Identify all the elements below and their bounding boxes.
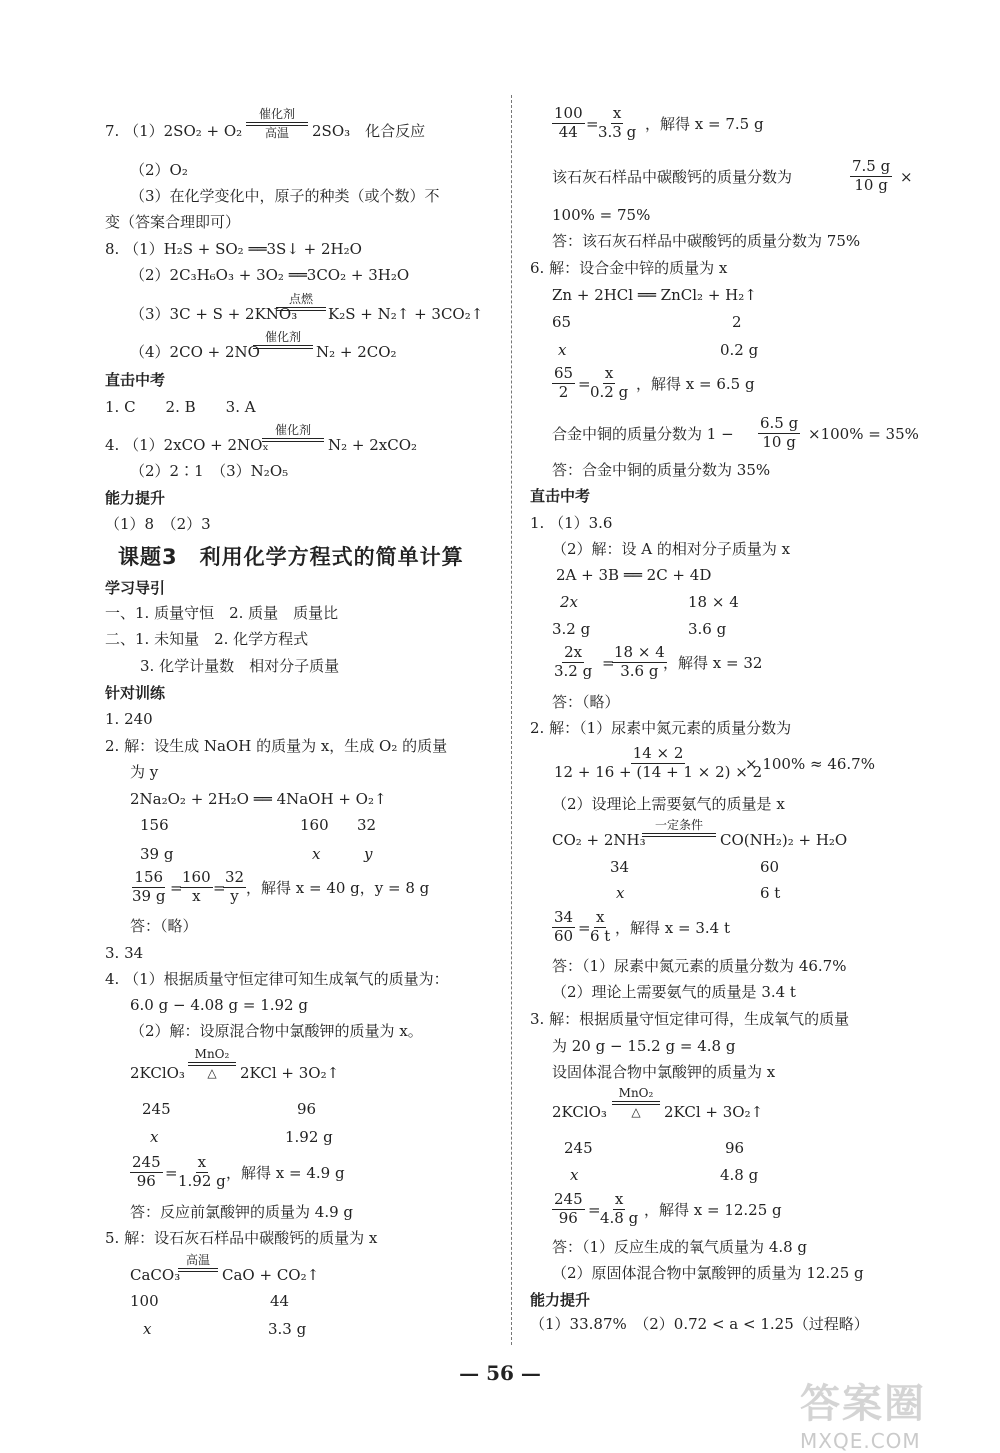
zj-q2-answer1: 答：（1）尿素中氮元素的质量分数为 46.7%: [552, 957, 847, 975]
q2-line2: 为 y: [130, 763, 159, 781]
q3-answer: 3. 34: [105, 944, 144, 962]
q8-line4-pre: （4）2CO + 2NO: [130, 343, 260, 361]
q5c-fraction-1: $\frac{100}{44}$: [554, 104, 583, 141]
q6-given-b: 0.2 g: [720, 341, 759, 359]
nengli-line1: （1）8 （2）3: [105, 515, 211, 533]
q4-mass-a: 245: [142, 1100, 171, 1118]
q6-answer: 答：合金中铜的质量分数为 35%: [552, 461, 771, 479]
q2-answer: 答：（略）: [130, 917, 198, 935]
xuexi-line1: 一、1. 质量守恒 2. 质量 质量比: [105, 604, 339, 622]
zj-q2-given-a: x: [616, 884, 625, 902]
section-heading-nengli-right: 能力提升: [530, 1291, 591, 1309]
q6-given-a: x: [558, 341, 567, 359]
zj-q2-given-b: 6 t: [760, 884, 781, 902]
q8-line3-pre: （3）3C + S + 2KNO₃: [130, 305, 298, 323]
section-heading-zhiji: 直击中考: [105, 371, 166, 389]
q4-given-a: x: [150, 1128, 159, 1146]
zhiji-line2-post: N₂ + 2xCO₂: [328, 436, 418, 454]
q2-line1: 2. 解：设生成 NaOH 的质量为 x，生成 O₂ 的质量: [105, 737, 448, 755]
zj-q2-condition: 一定条件: [642, 819, 716, 838]
q5-mass-b: 44: [270, 1292, 290, 1310]
q5-given-b: 3.3 g: [268, 1320, 307, 1338]
q5-heat-condition: 高温: [178, 1254, 218, 1273]
q6-equation: Zn + 2HCl ══ ZnCl₂ + H₂↑: [552, 286, 757, 304]
q4-result: ，解得 x = 4.9 g: [226, 1164, 345, 1182]
q8-ignite-condition: 点燃: [276, 293, 326, 312]
zj-q2-mass-b: 60: [760, 858, 780, 876]
lesson-title: 课题3 利用化学方程式的简单计算: [118, 545, 464, 569]
zj-q2-line1: 2. 解：（1）尿素中氮元素的质量分数为: [530, 719, 792, 737]
watermark-logo: 答案圈: [800, 1381, 926, 1427]
q2-given-a: 39 g: [140, 845, 174, 863]
section-heading-xuexi: 学习导引: [105, 579, 166, 597]
q4-line3: （2）解：设原混合物中氯酸钾的质量为 x。: [130, 1022, 423, 1040]
q8-catalyst-condition: 催化剂: [253, 331, 313, 350]
q8-line2: （2）2C₃H₆O₃ + 3O₂ ══3CO₂ + 3H₂O: [130, 266, 410, 284]
q5c-line2-fraction: $\frac{7.5 g}{10 g}$: [852, 157, 891, 194]
q4-answer: 答：反应前氯酸钾的质量为 4.9 g: [130, 1203, 353, 1221]
xuexi-line2: 二、1. 未知量 2. 化学方程式: [105, 630, 309, 648]
zhiji-line2-pre: 4. （1）2xCO + 2NOₓ: [105, 436, 269, 454]
column-divider: [511, 95, 512, 1345]
q6-mass-a: 65: [552, 313, 572, 331]
q4-mass-b: 96: [297, 1100, 317, 1118]
q7-line1-post: 2SO₃ 化合反应: [312, 122, 426, 140]
q2-fraction-2: $\frac{160}{x}$: [182, 868, 211, 905]
zj-q3-result: ，解得 x = 12.25 g: [644, 1201, 782, 1219]
zj-q1-given-a: 3.2 g: [552, 620, 591, 638]
q6-result: ，解得 x = 6.5 g: [636, 375, 755, 393]
zj-q3-answer1: 答：（1）反应生成的氧气质量为 4.8 g: [552, 1238, 808, 1256]
zj-q3-line3: 设固体混合物中氯酸钾的质量为 x: [552, 1063, 776, 1081]
zj-q3-given-b: 4.8 g: [720, 1166, 759, 1184]
section-heading-zhendui: 针对训练: [105, 684, 166, 702]
q2-mass-b: 160: [300, 816, 329, 834]
q4-line2: 6.0 g − 4.08 g = 1.92 g: [130, 996, 308, 1014]
q6-fraction-2: $\frac{x}{0.2 g}$: [590, 364, 629, 401]
q1-answer: 1. 240: [105, 710, 153, 728]
q7-line4: 变（答案合理即可）: [105, 213, 241, 231]
q5-equation-pre: CaCO₃: [130, 1266, 181, 1284]
q2-mass-a: 156: [140, 816, 169, 834]
zj-q1-given-b: 3.6 g: [688, 620, 727, 638]
zj-q2-equation-post: CO(NH₂)₂ + H₂O: [720, 831, 848, 849]
q2-mass-c: 32: [357, 816, 377, 834]
zj-q1-fraction-1: $\frac{2x}{3.2 g}$: [554, 643, 593, 680]
q7-line3: （3）在化学变化中，原子的种类（或个数）不: [130, 187, 440, 205]
q4-line1: 4. （1）根据质量守恒定律可知生成氧气的质量为：: [105, 970, 449, 988]
zj-q1-mass-b: 18 × 4: [688, 593, 739, 611]
q6-line1: 6. 解：设合金中锌的质量为 x: [530, 259, 728, 277]
zj-q3-mass-b: 96: [725, 1139, 745, 1157]
q8-line4-post: N₂ + 2CO₂: [316, 343, 397, 361]
watermark-url: MXQE.COM: [800, 1429, 921, 1453]
zhiji-line3: （2）2∶1 （3）N₂O₅: [130, 462, 289, 480]
zj-q1-answer: 答：（略）: [552, 693, 620, 711]
zj-q3-equation-post: 2KCl + 3O₂↑: [664, 1103, 764, 1121]
zj-q3-condition: MnO₂ △: [612, 1087, 660, 1119]
zj-q1-result: ，解得 x = 32: [663, 654, 763, 672]
zj-q3-mass-a: 245: [564, 1139, 593, 1157]
zj-q2-percent: × 100% ≈ 46.7%: [745, 755, 875, 773]
watermark: [800, 1372, 990, 1453]
q2-fraction-3: $\frac{32}{y}$: [225, 868, 245, 905]
q7-line1-pre: 7. （1）2SO₂ + O₂: [105, 122, 243, 140]
zj-q3-fraction-1: $\frac{245}{96}$: [554, 1190, 583, 1227]
zhiji-line1: 1. C 2. B 3. A: [105, 398, 256, 416]
q2-given-b: x: [312, 845, 321, 863]
zj-q2-answer2: （2）理论上需要氨气的质量是 3.4 t: [552, 983, 796, 1001]
q2-fraction-1: $\frac{156}{39 g}$: [132, 868, 166, 905]
zj-q1-line2: （2）解：设 A 的相对分子质量为 x: [552, 540, 791, 558]
q5c-line2-pre: 该石灰石样品中碳酸钙的质量分数为: [552, 168, 793, 186]
zj-q2-fraction-2: $\frac{x}{6 t}$: [590, 908, 611, 945]
q2-given-c: y: [364, 845, 373, 863]
q6-line5-fraction: $\frac{6.5 g}{10 g}$: [760, 414, 799, 451]
zj-q1-equation: 2A + 3B ══ 2C + 4D: [556, 566, 712, 584]
zj-q1-mass-a: 2x: [560, 593, 579, 611]
nengli-right-line1: （1）33.87% （2）0.72 < a < 1.25（过程略）: [530, 1315, 869, 1333]
q4-given-b: 1.92 g: [285, 1128, 333, 1146]
q5-equation-post: CaO + CO₂↑: [222, 1266, 320, 1284]
zj-q2-fraction-1: $\frac{34}{60}$: [554, 908, 574, 945]
q8-line3-post: K₂S + N₂↑ + 3CO₂↑: [328, 305, 484, 323]
q2-result: ，解得 x = 40 g，y = 8 g: [246, 879, 430, 897]
q5-line1: 5. 解：设石灰石样品中碳酸钙的质量为 x: [105, 1229, 378, 1247]
q5c-result: ，解得 x = 7.5 g: [645, 115, 764, 133]
q4-equation-post: 2KCl + 3O₂↑: [240, 1064, 340, 1082]
zj-q3-answer2: （2）原固体混合物中氯酸钾的质量为 12.25 g: [552, 1264, 864, 1282]
zj-q3-given-a: x: [570, 1166, 579, 1184]
xuexi-line3: 3. 化学计量数 相对分子质量: [140, 657, 340, 675]
zj-q3-line1: 3. 解：根据质量守恒定律可得，生成氧气的质量: [530, 1010, 850, 1028]
zj-q2-line3: （2）设理论上需要氨气的质量是 x: [552, 795, 785, 813]
q2-equation: 2Na₂O₂ + 2H₂O ══ 4NaOH + O₂↑: [130, 790, 387, 808]
zj-q2-equation-pre: CO₂ + 2NH₃: [552, 831, 646, 849]
zj-q2-fraction: $\frac{14 \times 2}{12 + 16 + (14 + 1 \times 2) \times 2}$: [554, 744, 763, 781]
q8-line1: 8. （1）H₂S + SO₂ ══3S↓ + 2H₂O: [105, 240, 362, 258]
page-number: — 56 —: [459, 1361, 541, 1385]
q5c-line3: 100% = 75%: [552, 206, 651, 224]
q5-mass-a: 100: [130, 1292, 159, 1310]
q7-line2: （2）O₂: [130, 161, 188, 179]
zj-q3-line2: 为 20 g − 15.2 g = 4.8 g: [552, 1037, 736, 1055]
zhiji-catalyst-condition: 催化剂: [262, 424, 324, 443]
q6-mass-b: 2: [732, 313, 742, 331]
zj-q2-mass-a: 34: [610, 858, 630, 876]
q5c-answer: 答：该石灰石样品中碳酸钙的质量分数为 75%: [552, 232, 861, 250]
q6-fraction-1: $\frac{65}{2}$: [554, 364, 574, 401]
q4-fraction-2: $\frac{x}{1.92 g}$: [178, 1153, 226, 1190]
zj-q2-result: ，解得 x = 3.4 t: [615, 919, 730, 937]
q5c-fraction-2: $\frac{x}{3.3 g}$: [598, 104, 637, 141]
zj-q3-equation-pre: 2KClO₃: [552, 1103, 607, 1121]
q4-equation-pre: 2KClO₃: [130, 1064, 185, 1082]
section-heading-nengli: 能力提升: [105, 489, 166, 507]
zj-q1-fraction-2: $\frac{18 \times 4}{3.6 g}$: [614, 643, 665, 680]
q4-fraction-1: $\frac{245}{96}$: [132, 1153, 161, 1190]
section-heading-zhiji-right: 直击中考: [530, 487, 591, 505]
q5-given-a: x: [143, 1320, 152, 1338]
q7-reaction-condition: 催化剂 高温: [246, 108, 308, 140]
q4-reaction-condition: MnO₂ △: [188, 1048, 236, 1080]
q6-line5-pre: 合金中铜的质量分数为 1 −: [552, 425, 734, 443]
zj-q1-line1: 1. （1）3.6: [530, 514, 613, 532]
zj-q3-fraction-2: $\frac{x}{4.8 g}$: [600, 1190, 639, 1227]
